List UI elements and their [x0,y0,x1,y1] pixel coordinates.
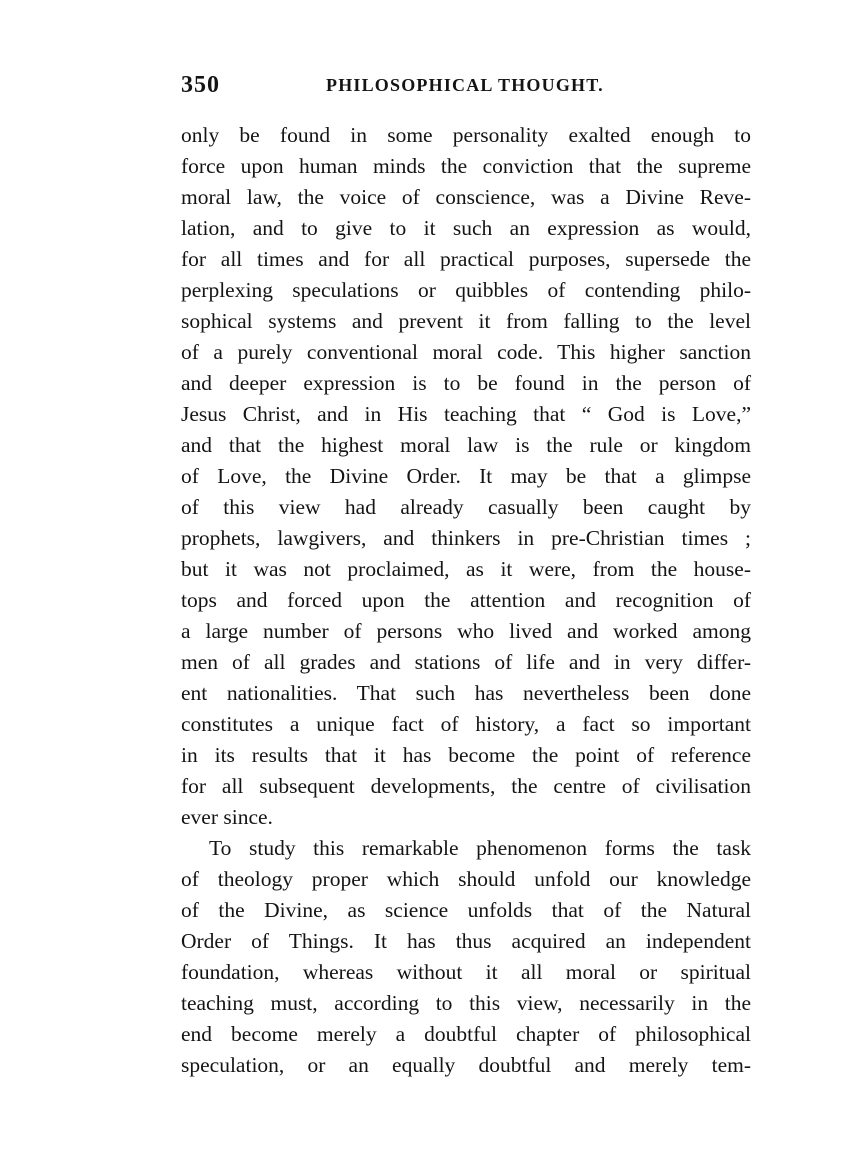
text-line: constitutes a unique fact of history, a fact so important [181,712,751,736]
paragraph-1 [181,120,751,833]
text-line: prophets, lawgivers, and thinkers in pre-Christian times ; [181,526,751,550]
text-line: speculation, or an equally doubtful and merely tem- [181,1053,751,1077]
text-line: and that the highest moral law is the rule or kingdom [181,433,751,457]
text-line: of theology proper which should unfold our knowledge [181,867,751,891]
text-line: perplexing speculations or quibbles of contending philo- [181,278,751,302]
text-line: only be found in some personality exalted enough to [181,123,751,147]
paragraph-2 [181,833,751,1081]
text-line: teaching must, according to this view, necessarily in the [181,991,751,1015]
body-text [181,120,751,1081]
text-line: Order of Things. It has thus acquired an independent [181,929,751,953]
text-line: of a purely conventional moral code. This higher sanction [181,340,751,364]
text-line: lation, and to give to it such an expression as would, [181,216,751,240]
running-head [181,68,751,102]
text-line: To study this remarkable phenomenon forms the task [209,836,751,860]
text-line: of this view had already casually been caught by [181,495,751,519]
text-line: moral law, the voice of conscience, was a Divine Reve- [181,185,751,209]
text-line: a large number of persons who lived and worked among [181,619,751,643]
text-line: for all subsequent developments, the centre of civilisation [181,774,751,798]
text-line: ent nationalities. That such has nevertheless been done [181,681,751,705]
text-line: force upon human minds the conviction that the supreme [181,154,751,178]
text-line: tops and forced upon the attention and recognition of [181,588,751,612]
text-line: and deeper expression is to be found in the person of [181,371,751,395]
text-line: in its results that it has become the point of reference [181,743,751,767]
text-line: sophical systems and prevent it from falling to the level [181,309,751,333]
text-line: of Love, the Divine Order. It may be that a glimpse [181,464,751,488]
text-line: but it was not proclaimed, as it were, from the house- [181,557,751,581]
text-line: ever since. [181,805,273,829]
text-line: foundation, whereas without it all moral or spiritual [181,960,751,984]
text-line: of the Divine, as science unfolds that of the Natural [181,898,751,922]
page-number: 350 [181,72,220,98]
text-line: men of all grades and stations of life and in very differ- [181,650,751,674]
text-line: end become merely a doubtful chapter of philosophical [181,1022,751,1046]
text-line: Jesus Christ, and in His teaching that “ God is Love,” [181,402,751,426]
running-title: PHILOSOPHICAL THOUGHT. [326,75,604,95]
text-line: for all times and for all practical purposes, supersede the [181,247,751,271]
